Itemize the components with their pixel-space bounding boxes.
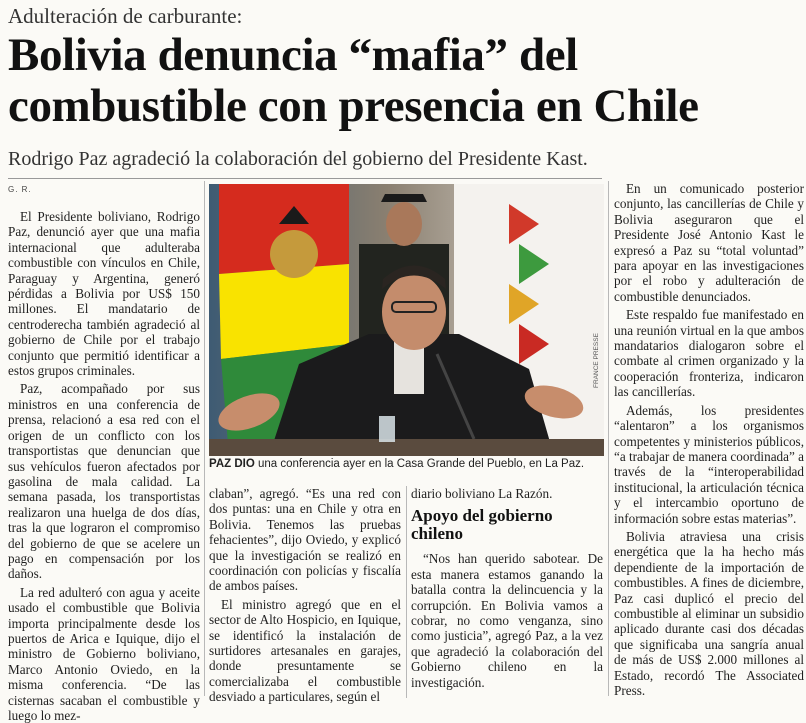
body-column-1	[8, 209, 200, 723]
caption-text: una conferencia ayer en la Casa Grande del Pueblo, en La Paz.	[254, 458, 585, 470]
body-paragraph: El Presidente boliviano, Rodrigo Paz, denunció ayer que una mafia internacional que adulteraba combustible con vínculos en Chile, Paraguay y Argentina, generó pérdidas a Bolivia por US$ 150 millones. El mandatario de centroderecha también agradeció al gobierno de Chile por el trabajo conjunto que permitió identificar a estos grupos criminales.	[8, 209, 200, 379]
column-separator	[204, 181, 205, 696]
body-paragraph: Paz, acompañado por sus ministros en una conferencia de prensa, relacionó a esa red con el origen de un conflicto con los transportistas que denuncian que sus vehículos fueron afectados por gasolina de mala calidad. La semana pasada, los transportistas realizaron una huelga de dos días, tras la que lograron el compromiso del gobierno de que se acelere un pago en compensación por los daños.	[8, 381, 200, 582]
photo-illustration	[209, 184, 604, 456]
body-column-2	[209, 486, 401, 705]
body-paragraph: El ministro agregó que en el sector de Alto Hospicio, en Iquique, se identificó la instalación de surtidores artesanales en garajes, donde presuntamente se comercializaba el combustible desviado a particulares, según el	[209, 596, 401, 705]
caption-lead: PAZ DIO	[209, 458, 255, 470]
article-kicker: Adulteración de carburante:	[8, 4, 243, 28]
photo-credit: FRANCE PRESSE	[593, 333, 600, 388]
body-paragraph: Además, los presidentes “alentaron” a los organismos competentes y ministerios públicos, “a trabajar de manera coordinada” a través de la “interoperabilidad institucional, la articulación técnica y el intercambio oportuno de información sobre estas materias”.	[614, 402, 804, 526]
news-photo	[209, 184, 604, 456]
byline-rule	[8, 178, 602, 179]
body-paragraph: “Nos han querido sabotear. De esta manera estamos ganando la batalla contra la delincuencia y la corrupción. En Bolivia vamos a cobrar, no como venganza, sino como justicia”, agregó Paz, a la vez que agradeció la colaboración del Gobierno chileno en la investigación.	[411, 551, 603, 690]
photo-caption	[209, 458, 604, 471]
article-headline: Bolivia denuncia “mafia” del combustible con presencia en Chile	[8, 29, 699, 132]
column-separator	[406, 486, 407, 698]
article-subhead: Rodrigo Paz agradeció la colaboración del gobierno del Presidente Kast.	[8, 148, 588, 170]
water-glass	[379, 416, 395, 442]
body-paragraph: Este respaldo fue manifestado en una reunión virtual en la que ambos mandatarios dialogaron sobre el combate al crimen organizado y la cooperación fronteriza, indicaron las cancillerías.	[614, 307, 804, 400]
byline: G. R.	[8, 185, 32, 194]
body-paragraph: diario boliviano La Razón.	[411, 486, 553, 501]
column-separator	[608, 181, 609, 696]
body-paragraph: Bolivia atraviesa una crisis energética que la ha hecho más dependiente de la importación de combustibles. A fines de diciembre, Paz casi duplicó el precio del combustible al eliminar un subsidio aplicado durante casi dos décadas que significaba una sangría anual de más de US$ 2.000 millones al Estado, recordó The Associated Press.	[614, 528, 804, 698]
section-heading: Apoyo del gobierno chileno	[411, 506, 553, 544]
desk	[209, 439, 604, 456]
body-column-4	[614, 181, 804, 697]
body-paragraph: En un comunicado posterior conjunto, las cancillerías de Chile y Bolivia aseguraron que el Presidente José Antonio Kast le expresó a Paz su “total voluntad” para apoyar en las investigaciones por el robo y adulteración de combustible denunciados.	[614, 181, 804, 304]
body-paragraph: La red adulteró con agua y aceite usado el combustible que Bolivia importa principalmente desde los puertos de Arica e Iquique, dijo el ministro de Gobierno boliviano, Marco Antonio Oviedo, en la misma conferencia. “De las cisternas sacaban el combustible y luego lo mez-	[8, 584, 200, 723]
body-column-3	[411, 486, 603, 698]
body-paragraph: claban”, agregó. “Es una red con dos puntas: una en Chile y otra en Bolivia. Tenemos las pruebas fehacientes”, dijo Oviedo, y explicó que la investigación se realizó en coordinación con policías y fiscalía de ambos países.	[209, 486, 401, 594]
